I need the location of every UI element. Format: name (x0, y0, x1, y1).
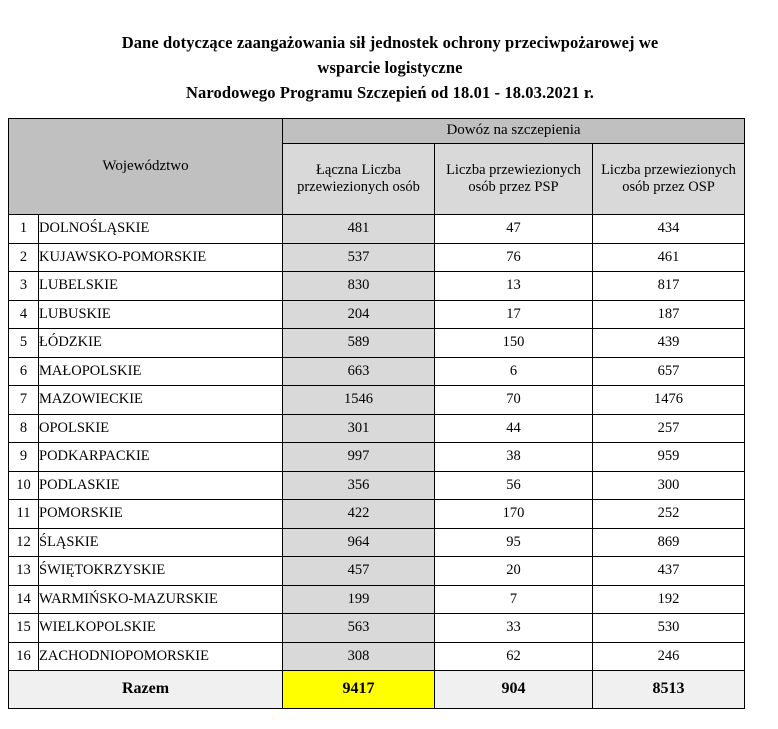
total-label: Razem (9, 671, 283, 709)
row-value-psp: 150 (435, 329, 593, 358)
row-value-total: 663 (283, 357, 435, 386)
row-index: 8 (9, 414, 39, 443)
row-value-psp: 20 (435, 557, 593, 586)
column-group-header-delivery: Dowóz na szczepienia (283, 119, 745, 144)
row-index: 15 (9, 614, 39, 643)
row-value-total: 356 (283, 471, 435, 500)
row-value-total: 481 (283, 215, 435, 244)
row-value-osp: 461 (593, 243, 745, 272)
vaccination-transport-table (8, 118, 745, 709)
table-row (9, 243, 745, 272)
row-region-name: OPOLSKIE (39, 414, 283, 443)
row-region-name: PODKARPACKIE (39, 443, 283, 472)
table-row (9, 557, 745, 586)
table-row (9, 443, 745, 472)
row-region-name: ŁÓDZKIE (39, 329, 283, 358)
table-row (9, 272, 745, 301)
table-row (9, 357, 745, 386)
row-value-osp: 252 (593, 500, 745, 529)
row-value-psp: 17 (435, 300, 593, 329)
column-header-region: Województwo (9, 119, 283, 215)
row-value-total: 830 (283, 272, 435, 301)
table-row (9, 642, 745, 671)
table-row (9, 414, 745, 443)
table-row (9, 386, 745, 415)
table-row (9, 528, 745, 557)
row-value-osp: 657 (593, 357, 745, 386)
total-value-osp: 8513 (593, 671, 745, 709)
row-value-osp: 869 (593, 528, 745, 557)
row-value-total: 308 (283, 642, 435, 671)
table-row (9, 585, 745, 614)
table-header (9, 119, 745, 215)
row-value-osp: 437 (593, 557, 745, 586)
row-value-total: 301 (283, 414, 435, 443)
row-index: 7 (9, 386, 39, 415)
row-region-name: WARMIŃSKO-MAZURSKIE (39, 585, 283, 614)
row-value-psp: 62 (435, 642, 593, 671)
row-region-name: WIELKOPOLSKIE (39, 614, 283, 643)
row-value-total: 1546 (283, 386, 435, 415)
table-row (9, 471, 745, 500)
row-value-total: 457 (283, 557, 435, 586)
row-value-total: 964 (283, 528, 435, 557)
row-index: 12 (9, 528, 39, 557)
row-region-name: MAŁOPOLSKIE (39, 357, 283, 386)
row-index: 6 (9, 357, 39, 386)
row-value-osp: 257 (593, 414, 745, 443)
row-value-total: 199 (283, 585, 435, 614)
data-table-container (8, 118, 744, 709)
table-body (9, 215, 745, 671)
row-index: 9 (9, 443, 39, 472)
row-value-osp: 187 (593, 300, 745, 329)
row-region-name: ŚLĄSKIE (39, 528, 283, 557)
title-line-1: Dane dotyczące zaangażowania sił jednostek ochrony przeciwpożarowej we (121, 33, 659, 52)
row-value-psp: 7 (435, 585, 593, 614)
row-value-total: 563 (283, 614, 435, 643)
row-index: 4 (9, 300, 39, 329)
row-value-psp: 6 (435, 357, 593, 386)
row-index: 11 (9, 500, 39, 529)
row-value-osp: 1476 (593, 386, 745, 415)
row-value-psp: 70 (435, 386, 593, 415)
table-row (9, 215, 745, 244)
row-value-total: 204 (283, 300, 435, 329)
row-index: 1 (9, 215, 39, 244)
row-region-name: ŚWIĘTOKRZYSKIE (39, 557, 283, 586)
column-header-psp: Liczba przewiezionych osób przez PSP (435, 144, 593, 215)
total-value-all: 9417 (283, 671, 435, 709)
row-value-psp: 44 (435, 414, 593, 443)
row-value-total: 997 (283, 443, 435, 472)
row-value-psp: 38 (435, 443, 593, 472)
row-value-osp: 959 (593, 443, 745, 472)
row-index: 13 (9, 557, 39, 586)
total-value-psp: 904 (435, 671, 593, 709)
page-title (60, 30, 720, 105)
row-value-psp: 13 (435, 272, 593, 301)
row-region-name: POMORSKIE (39, 500, 283, 529)
row-value-osp: 817 (593, 272, 745, 301)
column-header-osp: Liczba przewiezionych osób przez OSP (593, 144, 745, 215)
row-value-total: 537 (283, 243, 435, 272)
row-index: 14 (9, 585, 39, 614)
row-value-osp: 439 (593, 329, 745, 358)
row-index: 3 (9, 272, 39, 301)
row-value-psp: 170 (435, 500, 593, 529)
row-value-total: 422 (283, 500, 435, 529)
row-value-osp: 246 (593, 642, 745, 671)
row-index: 5 (9, 329, 39, 358)
row-value-psp: 47 (435, 215, 593, 244)
row-region-name: MAZOWIECKIE (39, 386, 283, 415)
row-region-name: DOLNOŚLĄSKIE (39, 215, 283, 244)
row-region-name: ZACHODNIOPOMORSKIE (39, 642, 283, 671)
table-row (9, 300, 745, 329)
title-line-3: Narodowego Programu Szczepień od 18.01 - 18.03.2021 r. (186, 83, 594, 102)
row-region-name: LUBUSKIE (39, 300, 283, 329)
row-region-name: LUBELSKIE (39, 272, 283, 301)
row-value-total: 589 (283, 329, 435, 358)
row-value-osp: 192 (593, 585, 745, 614)
row-value-osp: 300 (593, 471, 745, 500)
row-value-osp: 434 (593, 215, 745, 244)
row-value-osp: 530 (593, 614, 745, 643)
table-row (9, 500, 745, 529)
row-index: 16 (9, 642, 39, 671)
column-header-total: Łączna Liczba przewiezionych osób (283, 144, 435, 215)
row-region-name: KUJAWSKO-POMORSKIE (39, 243, 283, 272)
table-row (9, 329, 745, 358)
row-region-name: PODLASKIE (39, 471, 283, 500)
row-value-psp: 95 (435, 528, 593, 557)
row-index: 2 (9, 243, 39, 272)
header-row-group (9, 119, 745, 144)
row-value-psp: 56 (435, 471, 593, 500)
row-value-psp: 33 (435, 614, 593, 643)
row-value-psp: 76 (435, 243, 593, 272)
table-row (9, 614, 745, 643)
row-index: 10 (9, 471, 39, 500)
table-footer (9, 671, 745, 709)
title-line-2: wsparcie logistyczne (317, 58, 463, 77)
total-row (9, 671, 745, 709)
